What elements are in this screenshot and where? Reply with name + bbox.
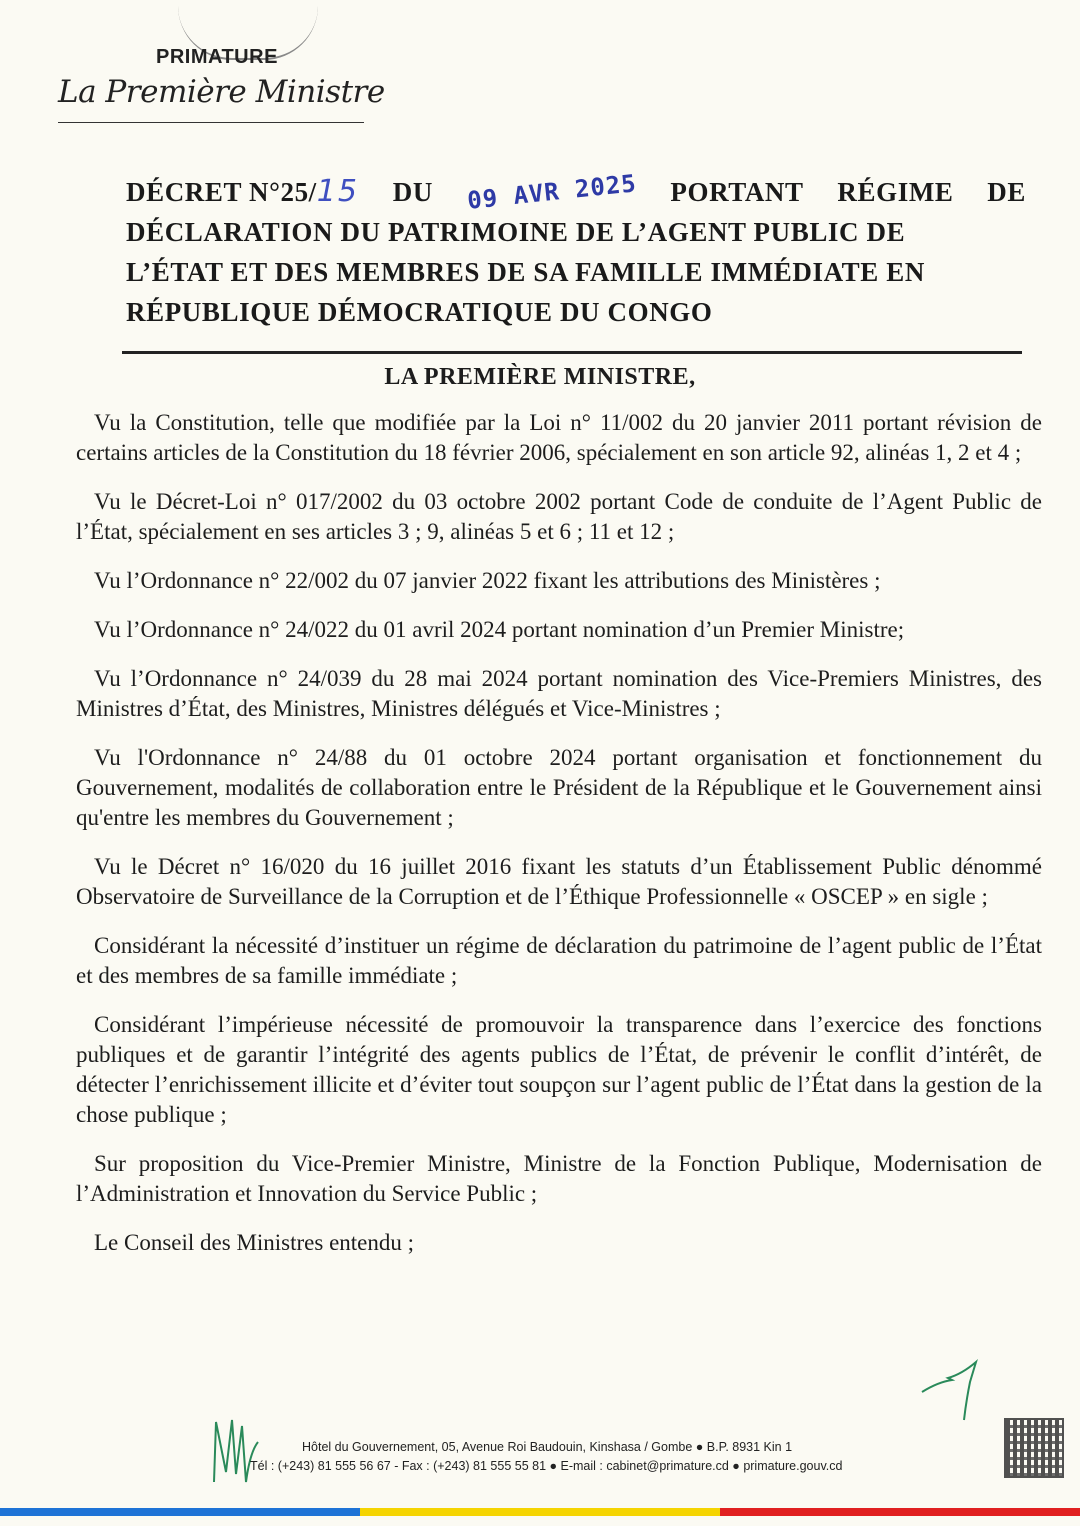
decree-title: [126, 169, 1026, 332]
decree-du: DU: [392, 177, 433, 207]
flag-blue-segment: [0, 1508, 360, 1516]
signature-mark: [918, 1352, 998, 1422]
preamble-paragraph: Vu l’Ordonnance n° 24/039 du 28 mai 2024 portant nomination des Vice-Premiers Ministres, des Ministres d’État, des Ministres, Ministres délégués et Vice-Ministres ;: [76, 666, 1042, 721]
title-divider: [122, 351, 1022, 354]
preamble-paragraph: Vu le Décret n° 16/020 du 16 juillet 2016 fixant les statuts d’un Établissement Public dénommé Observatoire de Surveillance de la Corruption et de l’Éthique Professionnelle « OSCEP » en sigle ;: [76, 854, 1042, 909]
qr-code: [1004, 1418, 1064, 1478]
organization-name: PRIMATURE: [156, 46, 278, 68]
preamble: [76, 408, 1042, 1277]
preamble-paragraph: Considérant l’impérieuse nécessité de promouvoir la transparence dans l’exercice des fonctions publiques et de garantir l’intégrité des agents publics de l’État, de prévenir le conflit d’intérêt, de détecter l’enrichissement illicite et d’éviter tout soupçon sur l’agent public de l’État dans la gestion de la chose publique ;: [76, 1012, 1042, 1127]
office-title: La Première Ministre: [58, 74, 385, 110]
authority-heading: LA PREMIÈRE MINISTRE,: [384, 364, 696, 390]
preamble-paragraph: Le Conseil des Ministres entendu ;: [94, 1230, 415, 1255]
preamble-paragraph: Vu la Constitution, telle que modifiée par la Loi n° 11/002 du 20 janvier 2011 portant révision de certains articles de la Constitution du 18 février 2006, spécialement en son article 92, alinéas 1, 2 et 4 ;: [76, 410, 1042, 465]
preamble-paragraph: Considérant la nécessité d’instituer un régime de déclaration du patrimoine de l’agent public de l’État et des membres de sa famille immédiate ;: [76, 933, 1042, 988]
preamble-paragraph: Vu le Décret-Loi n° 017/2002 du 03 octobre 2002 portant Code de conduite de l’Agent Public de l’État, spécialement en ses articles 3 ; 9, alinéas 5 et 6 ; 11 et 12 ;: [76, 489, 1042, 544]
date-stamp: 09 AVR 2025: [465, 169, 638, 215]
decree-number-group: [126, 172, 359, 212]
decree-word-regime: RÉGIME: [837, 177, 954, 207]
flag-red-segment: [720, 1508, 1080, 1516]
decree-word-de: DE: [987, 177, 1026, 207]
decree-title-line-3: L’ÉTAT ET DES MEMBRES DE SA FAMILLE IMMÉDIATE EN: [126, 257, 925, 287]
decree-number-label: DÉCRET N°25/: [126, 177, 317, 207]
flag-color-bar: [0, 1508, 1080, 1516]
footer-contacts: Tél : (+243) 81 555 56 67 - Fax : (+243) 81 555 55 81 ● E-mail : cabinet@primature.cd ● primature.gouv.cd: [250, 1459, 843, 1473]
header-divider: [58, 122, 364, 123]
preamble-paragraph: Vu l’Ordonnance n° 24/022 du 01 avril 2024 portant nomination d’un Premier Ministre;: [94, 617, 905, 642]
preamble-paragraph: Sur proposition du Vice-Premier Ministre, Ministre de la Fonction Publique, Modernisation de l’Administration et Innovation du Service Public ;: [76, 1151, 1042, 1206]
preamble-paragraph: Vu l’Ordonnance n° 22/002 du 07 janvier 2022 fixant les attributions des Ministères ;: [94, 568, 881, 593]
flag-yellow-segment: [360, 1508, 720, 1516]
decree-word-portant: PORTANT: [670, 177, 804, 207]
decree-title-line-2: DÉCLARATION DU PATRIMOINE DE L’AGENT PUBLIC DE: [126, 217, 906, 247]
preamble-paragraph: Vu l'Ordonnance n° 24/88 du 01 octobre 2024 portant organisation et fonctionnement du Gouvernement, modalités de collaboration entre le Président de la République et le Gouvernement ainsi qu'entre les membres du Gouvernement ;: [76, 745, 1042, 830]
footer-address: Hôtel du Gouvernement, 05, Avenue Roi Baudouin, Kinshasa / Gombe ● B.P. 8931 Kin 1: [302, 1440, 793, 1454]
footer: [250, 1438, 950, 1476]
decree-title-line-4: RÉPUBLIQUE DÉMOCRATIQUE DU CONGO: [126, 297, 713, 327]
decree-title-line-1: [126, 169, 1026, 215]
handwritten-decree-number: 15: [316, 174, 359, 209]
